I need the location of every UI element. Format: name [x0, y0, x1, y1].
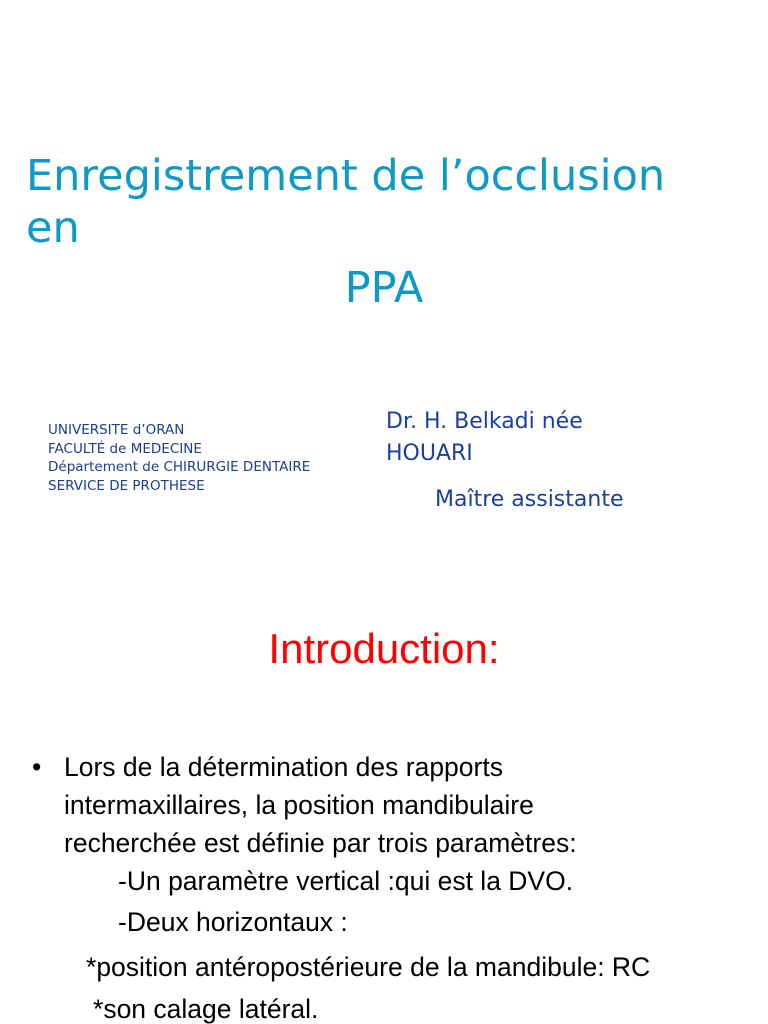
title-line-3: PPA — [344, 263, 424, 313]
institution-line: FACULTÉ de MEDECINE — [48, 440, 202, 457]
slide-title — [26, 150, 756, 254]
paragraph-line: intermaxillaires, la position mandibulaire — [64, 790, 534, 820]
author-line-1: Dr. H. Belkadi née — [386, 409, 583, 434]
institution-line: UNIVERSITE d’ORAN — [48, 422, 185, 438]
institution-block — [48, 421, 310, 495]
section-heading: Introduction: — [268, 625, 500, 672]
sub-item-rc: *position antéropostérieure de la mandibule: RC — [86, 952, 651, 982]
sub-item-lateral: *son calage latéral. — [93, 994, 319, 1024]
sub-item-horizontal: -Deux horizontaux : — [118, 907, 348, 937]
sub-item-vertical: -Un paramètre vertical :qui est la DVO. — [118, 866, 574, 896]
author-role: Maître assistante — [435, 487, 624, 512]
bullet-icon: • — [32, 752, 42, 782]
paragraph-line: Lors de la détermination des rapports — [64, 752, 503, 782]
institution-line: Département de CHIRURGIE DENTAIRE — [48, 459, 311, 475]
intro-paragraph — [64, 748, 744, 862]
paragraph-line: recherchée est définie par trois paramètres: — [64, 828, 577, 858]
author-line-2: HOUARI — [386, 441, 473, 466]
title-line-2: en — [26, 203, 80, 253]
institution-line: SERVICE DE PROTHESE — [48, 477, 205, 494]
author-name — [386, 406, 583, 470]
title-line-1: Enregistrement de l’occlusion — [26, 151, 666, 201]
